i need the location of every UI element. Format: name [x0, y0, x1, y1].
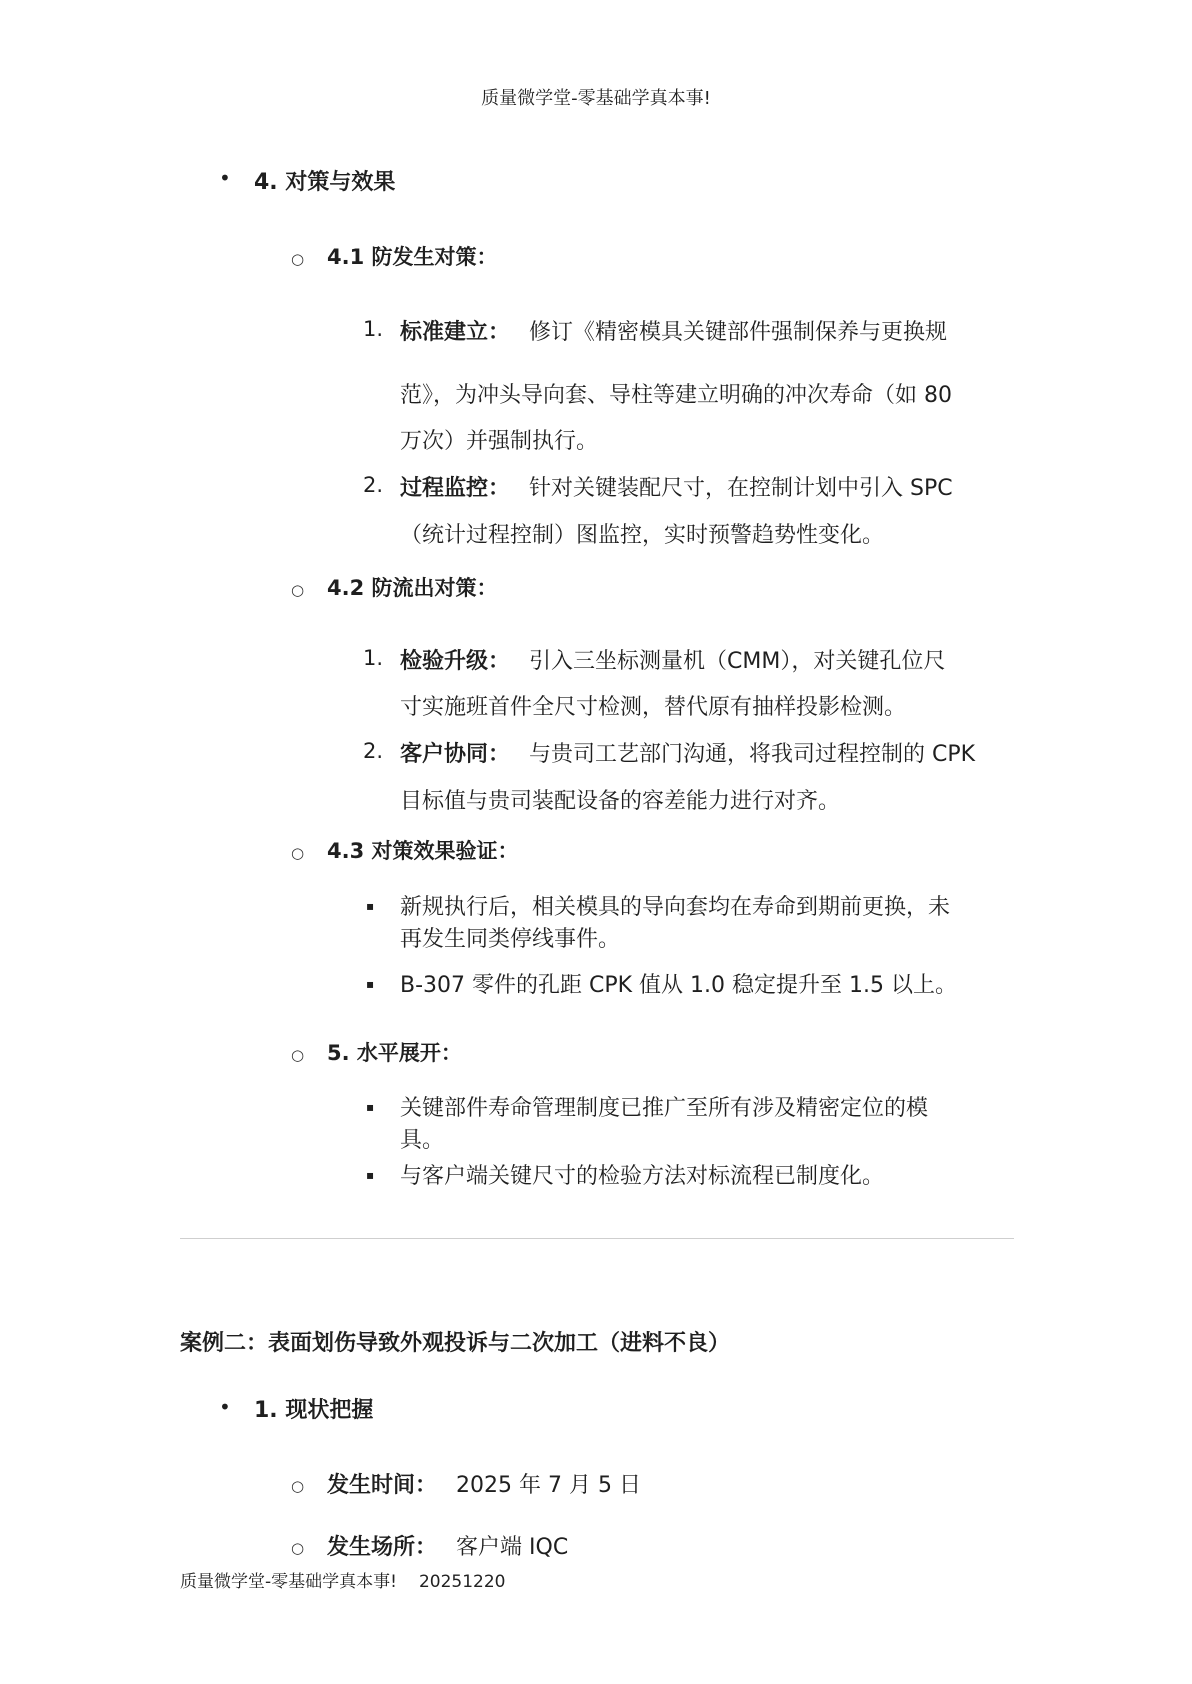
bullet-item-text: 新规执行后，相关模具的导向套均在寿命到期前更换，未 [400, 895, 951, 920]
list-item-line [400, 471, 953, 502]
page-footer [180, 1567, 505, 1592]
item-text-continued: 寸实施班首件全尺寸检测，替代原有抽样投影检测。 [400, 695, 907, 720]
item-text-continued: 万次）并强制执行。 [400, 429, 599, 454]
item-label: 标准建立： [400, 320, 511, 345]
page-header: 质量微学堂-零基础学真本事! [481, 88, 711, 109]
circle-bullet: ○ [291, 1477, 305, 1495]
square-bullet: ▪ [366, 1168, 375, 1182]
circle-bullet: ○ [291, 844, 305, 862]
section-4-2-title: 4.2 防流出对策： [327, 576, 498, 600]
item-text-continued: 目标值与贵司装配设备的容差能力进行对齐。 [400, 789, 841, 814]
item-text-continued: 范》，为冲头导向套、导柱等建立明确的冲次寿命（如 80 [400, 383, 952, 408]
case-2-section-1-title: 1. 现状把握 [254, 1398, 374, 1423]
circle-bullet: ○ [291, 581, 305, 599]
square-bullet: ▪ [366, 899, 375, 913]
item-text: 与贵司工艺部门沟通，将我司过程控制的 CPK [529, 742, 976, 767]
circle-bullet: ○ [291, 250, 305, 268]
bullet-item-text: 具。 [400, 1128, 445, 1153]
bullet-item-text: B-307 零件的孔距 CPK 值从 1.0 稳定提升至 1.5 以上。 [400, 973, 958, 998]
occurrence-place-line [327, 1530, 568, 1561]
disc-bullet: • [219, 166, 231, 190]
list-number: 1. [363, 317, 384, 341]
item-value: 客户端 IQC [456, 1535, 569, 1560]
circle-bullet: ○ [291, 1539, 305, 1557]
circle-bullet: ○ [291, 1046, 305, 1064]
item-text: 引入三坐标测量机（CMM），对关键孔位尺 [529, 649, 946, 674]
item-label: 发生时间： [327, 1473, 438, 1498]
item-text: 修订《精密模具关键部件强制保养与更换规 [529, 320, 948, 345]
section-4-1-title: 4.1 防发生对策： [327, 245, 498, 269]
item-label: 检验升级： [400, 649, 511, 674]
case-2-title: 案例二：表面划伤导致外观投诉与二次加工（进料不良） [180, 1331, 731, 1356]
footer-text: 质量微学堂-零基础学真本事! [180, 1572, 397, 1592]
item-value: 2025 年 7 月 5 日 [456, 1473, 641, 1498]
list-item-line [400, 644, 945, 675]
square-bullet: ▪ [366, 977, 375, 991]
item-label: 过程监控： [400, 476, 511, 501]
disc-bullet: • [219, 1395, 231, 1419]
list-number: 2. [363, 739, 384, 763]
item-label: 发生场所： [327, 1535, 438, 1560]
bullet-item-text: 再发生同类停线事件。 [400, 927, 621, 952]
list-number: 1. [363, 646, 384, 670]
section-4-3-title: 4.3 对策效果验证： [327, 839, 519, 863]
bullet-item-text: 关键部件寿命管理制度已推广至所有涉及精密定位的模 [400, 1096, 929, 1121]
occurrence-time-line [327, 1468, 641, 1499]
item-text: 针对关键装配尺寸，在控制计划中引入 SPC [529, 476, 953, 501]
item-label: 客户协同： [400, 742, 511, 767]
list-number: 2. [363, 473, 384, 497]
list-item-line [400, 315, 947, 346]
bullet-item-text: 与客户端关键尺寸的检验方法对标流程已制度化。 [400, 1164, 885, 1189]
item-text-continued: （统计过程控制）图监控，实时预警趋势性变化。 [400, 523, 885, 548]
section-4-title: 4. 对策与效果 [254, 170, 396, 195]
square-bullet: ▪ [366, 1100, 375, 1114]
footer-date: 20251220 [418, 1572, 506, 1592]
section-5-title: 5. 水平展开： [327, 1041, 462, 1065]
horizontal-divider [180, 1238, 1014, 1239]
list-item-line [400, 737, 975, 768]
